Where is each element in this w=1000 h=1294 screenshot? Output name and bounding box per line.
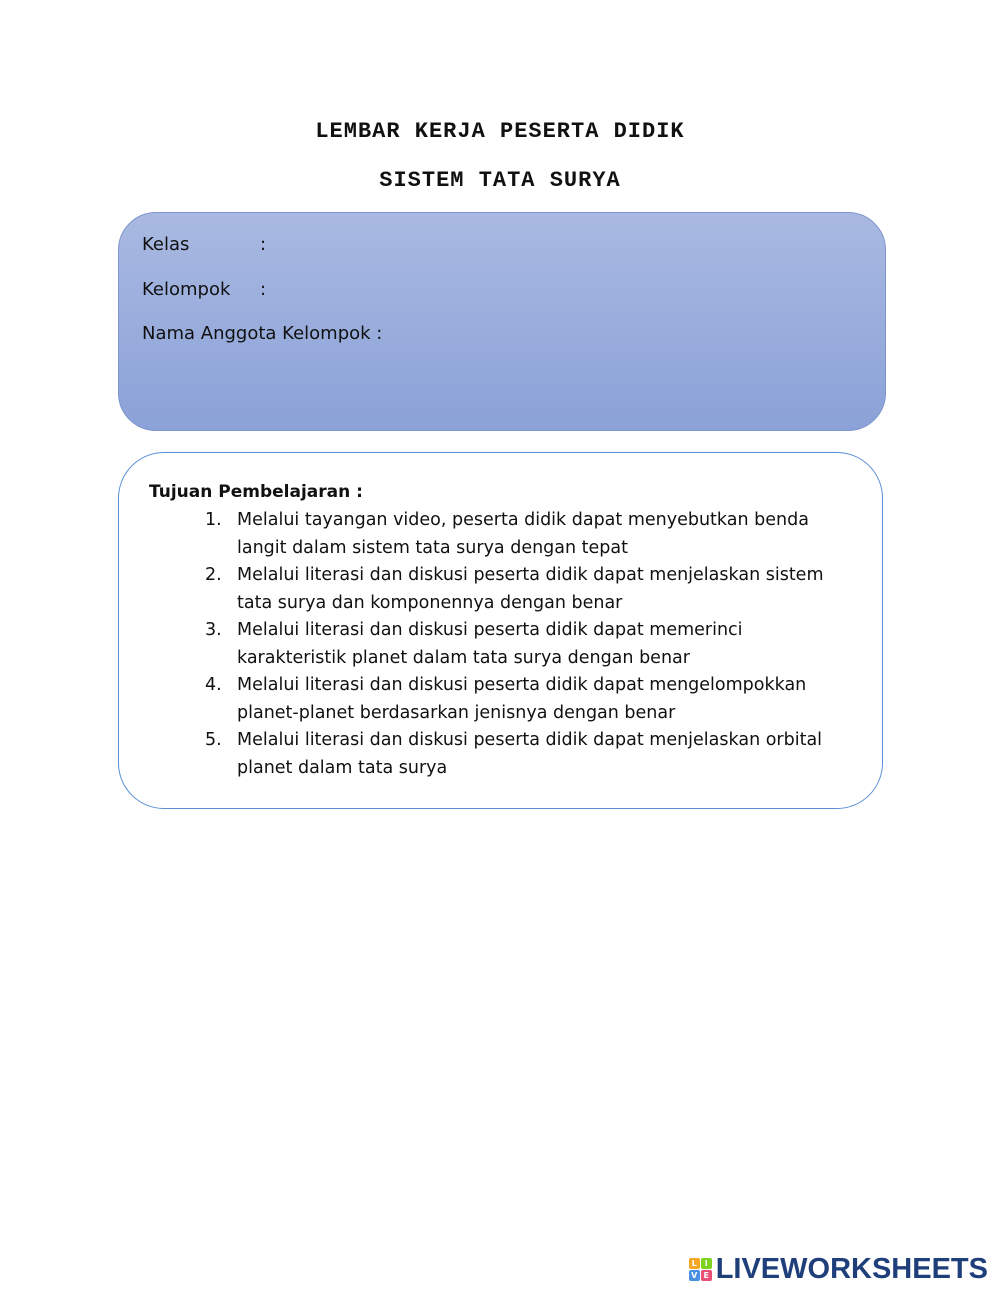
kelompok-colon: : — [260, 279, 267, 300]
logo-letter-v: V — [689, 1270, 700, 1281]
item-number: 1. — [205, 510, 222, 530]
logo-letter-l: L — [689, 1258, 700, 1269]
kelompok-field[interactable] — [142, 279, 267, 300]
liveworksheets-wordmark: LIVEWORKSHEETS — [715, 1253, 988, 1285]
item-number: 4. — [205, 675, 222, 695]
item-number: 5. — [205, 730, 222, 750]
learning-objectives-title: Tujuan Pembelajaran : — [149, 482, 363, 502]
learning-objectives-box — [118, 452, 883, 809]
worksheet-title: LEMBAR KERJA PESERTA DIDIK — [315, 119, 685, 144]
logo-letter-i: I — [701, 1258, 712, 1269]
kelas-field[interactable] — [142, 234, 267, 255]
worksheet-subtitle: SISTEM TATA SURYA — [379, 168, 621, 193]
item-number: 3. — [205, 620, 222, 640]
learning-objectives-list — [205, 507, 855, 782]
kelas-label: Kelas — [142, 234, 190, 255]
student-identity-box — [118, 212, 886, 431]
nama-anggota-field[interactable] — [142, 323, 382, 344]
nama-anggota-label: Nama Anggota Kelompok : — [142, 323, 383, 344]
logo-letter-e: E — [701, 1270, 712, 1281]
liveworksheets-logo-icon — [689, 1258, 712, 1281]
kelompok-label: Kelompok — [142, 279, 231, 300]
item-number: 2. — [205, 565, 222, 585]
list-item — [205, 617, 855, 672]
list-item — [205, 562, 855, 617]
liveworksheets-brand — [689, 1253, 988, 1286]
kelas-colon: : — [260, 234, 267, 255]
item-text: Melalui literasi dan diskusi peserta didik dapat mengelompokkan planet-planet berdasarkan jenisnya dengan benar — [237, 675, 807, 723]
list-item — [205, 727, 855, 782]
item-text: Melalui literasi dan diskusi peserta didik dapat menjelaskan sistem tata surya dan komponennya dengan benar — [237, 565, 824, 613]
item-text: Melalui tayangan video, peserta didik dapat menyebutkan benda langit dalam sistem tata surya dengan tepat — [237, 510, 809, 558]
list-item — [205, 672, 855, 727]
item-text: Melalui literasi dan diskusi peserta didik dapat memerinci karakteristik planet dalam tata surya dengan benar — [237, 620, 743, 668]
item-text: Melalui literasi dan diskusi peserta didik dapat menjelaskan orbital planet dalam tata surya — [237, 730, 823, 778]
list-item — [205, 507, 855, 562]
